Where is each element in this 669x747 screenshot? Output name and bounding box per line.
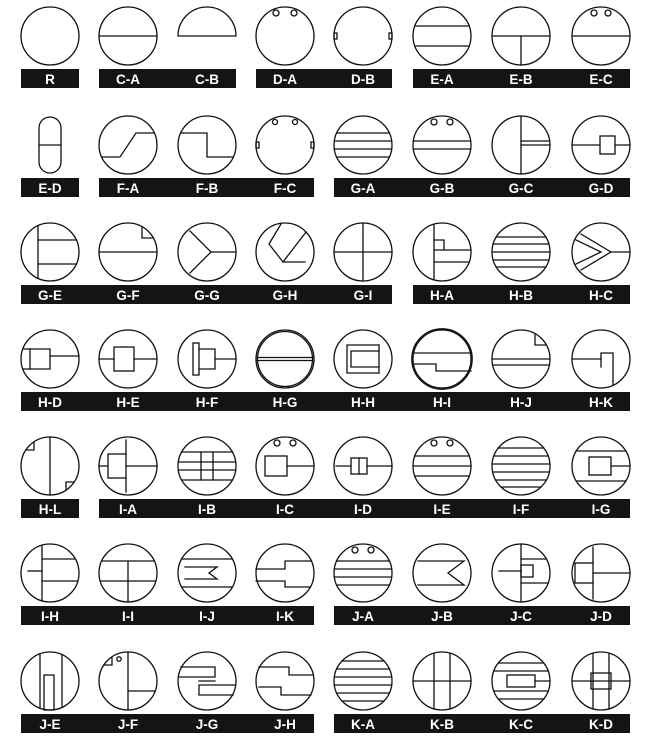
symbol-label: E-D [38,181,62,196]
symbol-label: C-B [195,72,219,87]
symbol-h-j [492,330,550,388]
symbol-g-d [572,116,630,174]
label-band [21,714,314,733]
symbol-h-e [99,330,157,388]
symbol-label: G-H [272,288,298,303]
symbol-g-f [99,223,157,281]
symbol-label: G-D [588,181,614,196]
symbol-label: I-A [119,502,137,517]
symbol-i-h [21,544,79,602]
symbol-h-d [21,330,79,388]
symbol-label: I-B [198,502,216,517]
symbol-label: I-K [276,609,294,624]
symbol-label: E-A [430,72,454,87]
symbol-i-i [99,544,157,602]
symbol-label: I-H [41,609,59,624]
symbol-j-f [99,652,157,710]
symbol-h-f [178,330,236,388]
label-band [334,714,630,733]
symbol-g-c [492,116,550,174]
symbol-c-a [99,7,157,65]
symbol-e-a [413,7,471,65]
symbol-label: J-D [590,609,612,624]
symbol-k-c [492,652,550,710]
symbol-label: J-E [39,717,61,732]
symbol-label: G-C [508,181,534,196]
symbol-i-a [99,437,157,495]
symbol-label: I-F [512,502,530,517]
symbol-h-h [334,330,392,388]
symbol-i-b [178,437,236,495]
symbol-label: G-F [116,288,140,303]
symbol-label: H-A [430,288,454,303]
symbol-label: F-A [116,181,140,196]
symbol-label: D-A [273,72,297,87]
symbol-label: H-J [510,395,532,410]
symbol-label: J-H [274,717,296,732]
symbol-label: G-B [429,181,455,196]
symbol-label: F-C [273,181,297,196]
symbol-label: C-A [116,72,140,87]
symbol-label: R [45,72,55,87]
symbol-i-e [413,437,471,495]
symbol-label: G-G [194,288,220,303]
symbol-i-k [256,544,314,602]
symbol-label: H-H [351,395,375,410]
symbol-h-i [412,329,472,389]
symbol-label: H-B [509,288,533,303]
symbol-j-c [492,544,550,602]
symbol-label: I-E [433,502,451,517]
symbol-j-h [256,652,314,710]
symbol-label: H-I [433,395,451,410]
symbol-h-a [413,223,471,281]
symbol-h-b [492,223,550,281]
symbol-label: I-G [591,502,611,517]
symbol-label: K-D [589,717,613,732]
symbol-label: I-I [122,609,134,624]
symbol-label: J-C [510,609,532,624]
symbol-label: K-B [430,717,454,732]
symbol-f-c [256,116,314,174]
symbol-d-a [256,7,314,65]
symbol-g-a [334,116,392,174]
label-band [21,606,314,625]
symbol-k-b [413,652,471,710]
symbol-h-c [572,223,630,281]
symbol-d-b [334,7,392,65]
symbol-g-b [413,116,471,174]
symbol-label: G-A [350,181,376,196]
symbol-label: K-A [351,717,375,732]
symbol-label: G-E [37,288,63,303]
symbol-label: H-K [589,395,613,410]
symbol-g-e [21,223,79,281]
symbol-i-d [334,437,392,495]
symbol-label: J-G [195,717,219,732]
symbol-label: H-E [116,395,140,410]
symbol-e-c [572,7,630,65]
symbol-label: H-F [195,395,219,410]
symbol-g-h [256,223,314,281]
symbol-g-i [334,223,392,281]
symbol-i-j [178,544,236,602]
symbol-k-a [334,652,392,710]
symbol-h-l [21,437,79,495]
symbol-e-b [492,7,550,65]
symbol-i-g [572,437,630,495]
symbol-label: H-C [589,288,613,303]
symbol-f-a [99,116,157,174]
symbol-label: J-A [352,609,374,624]
symbol-label: H-G [272,395,298,410]
symbol-i-c [256,437,314,495]
symbol-h-g [256,330,314,388]
symbol-label: H-D [38,395,62,410]
symbol-label: D-B [351,72,375,87]
symbol-r [21,7,79,65]
symbol-label: J-B [431,609,453,624]
label-band [334,178,630,197]
label-band [334,606,630,625]
symbol-g-g [178,223,236,281]
symbol-j-e [21,652,79,710]
symbol-i-f [492,437,550,495]
symbol-j-b [413,544,471,602]
symbol-j-a [334,544,392,602]
label-band [21,392,630,411]
symbol-e-d [39,117,61,173]
symbol-label: E-C [589,72,613,87]
symbol-label: E-B [509,72,533,87]
symbol-label: K-C [509,717,533,732]
symbol-label: I-J [199,609,215,624]
symbol-j-g [178,652,236,710]
symbol-label: I-C [276,502,294,517]
symbol-label: J-F [117,717,139,732]
symbol-label: I-D [354,502,372,517]
symbol-j-d [572,544,630,602]
symbol-c-b [178,7,236,36]
symbol-h-k [572,330,630,388]
symbol-f-b [178,116,236,174]
symbol-label: F-B [195,181,219,196]
symbol-label: G-I [353,288,373,303]
symbol-k-d [572,652,630,710]
symbol-label: H-L [38,502,62,517]
